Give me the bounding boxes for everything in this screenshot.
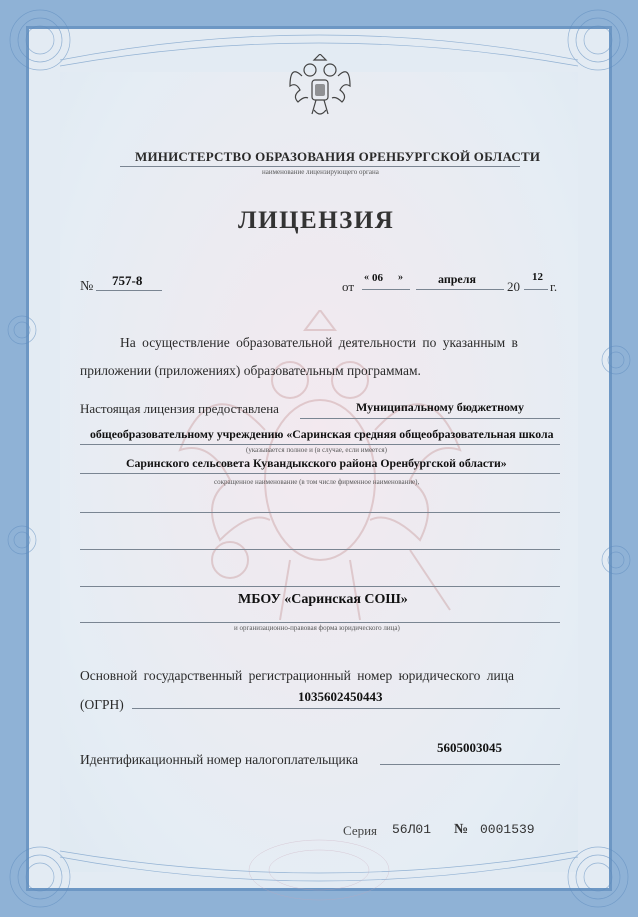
year-prefix: 20 — [507, 279, 520, 294]
date-day: 06 — [372, 272, 383, 284]
ogrn-label-line-2: (ОГРН) — [80, 697, 124, 712]
granted-label: Настоящая лицензия предоставлена — [80, 401, 279, 416]
divider — [362, 289, 410, 290]
divider — [120, 166, 520, 167]
org-short-name: МБОУ «Саринская СОШ» — [238, 592, 408, 607]
org-name-line-3: Саринского сельсовета Кувандыкского района Оренбургской области» — [126, 456, 507, 470]
divider — [80, 549, 560, 550]
purpose-line-2: приложении (приложениях) образовательным программам. — [80, 363, 421, 378]
date-month: апреля — [438, 272, 476, 286]
divider — [380, 764, 560, 765]
authority-name: МИНИСТЕРСТВО ОБРАЗОВАНИЯ ОРЕНБУРГСКОЙ ОБЛАСТИ — [135, 149, 541, 164]
divider — [80, 622, 560, 623]
org-name-line-1: Муниципальному бюджетному — [356, 400, 524, 414]
divider — [524, 289, 548, 290]
series-label: Серия — [343, 823, 378, 838]
org-name-line-2: общеобразовательному учреждению «Саринская средняя общеобразовательная школа — [90, 427, 554, 441]
caption-full-name: (указывается полное и (в случае, если имеется) — [246, 446, 387, 454]
divider — [80, 444, 560, 445]
authority-caption: наименование лицензирующего органа — [262, 168, 379, 176]
divider — [96, 290, 162, 291]
divider — [416, 289, 504, 290]
divider — [300, 418, 560, 419]
series-value: 56Л01 — [392, 822, 432, 837]
ogrn-value: 1035602450443 — [298, 689, 383, 704]
divider — [132, 708, 560, 709]
series-number-sign: № — [454, 822, 469, 837]
inn-value: 5605003045 — [437, 740, 502, 755]
date-quote-open: « — [364, 272, 369, 283]
inn-label: Идентификационный номер налогоплательщика — [80, 752, 359, 767]
date-prefix: от — [342, 279, 355, 294]
purpose-line-1: На осуществление образовательной деятельности по указанным в — [120, 335, 518, 350]
coat-of-arms-icon — [288, 54, 352, 120]
number-prefix: № — [80, 279, 94, 294]
caption-legal-form: и организационно-правовая форма юридического лица) — [234, 624, 400, 632]
year-suffix: 12 — [532, 271, 543, 283]
ogrn-label-line-1: Основной государственный регистрационный номер юридического лица — [80, 668, 514, 683]
year-abbr: г. — [550, 279, 558, 294]
caption-short-name: сокращенное наименование (в том числе фирменное наименование), — [214, 478, 420, 486]
date-quote-close: » — [398, 272, 403, 283]
divider — [80, 586, 560, 587]
series-number: 0001539 — [480, 822, 535, 837]
divider — [80, 512, 560, 513]
license-number: 757-8 — [112, 273, 143, 288]
document-title: ЛИЦЕНЗИЯ — [238, 207, 395, 234]
divider — [80, 473, 560, 474]
